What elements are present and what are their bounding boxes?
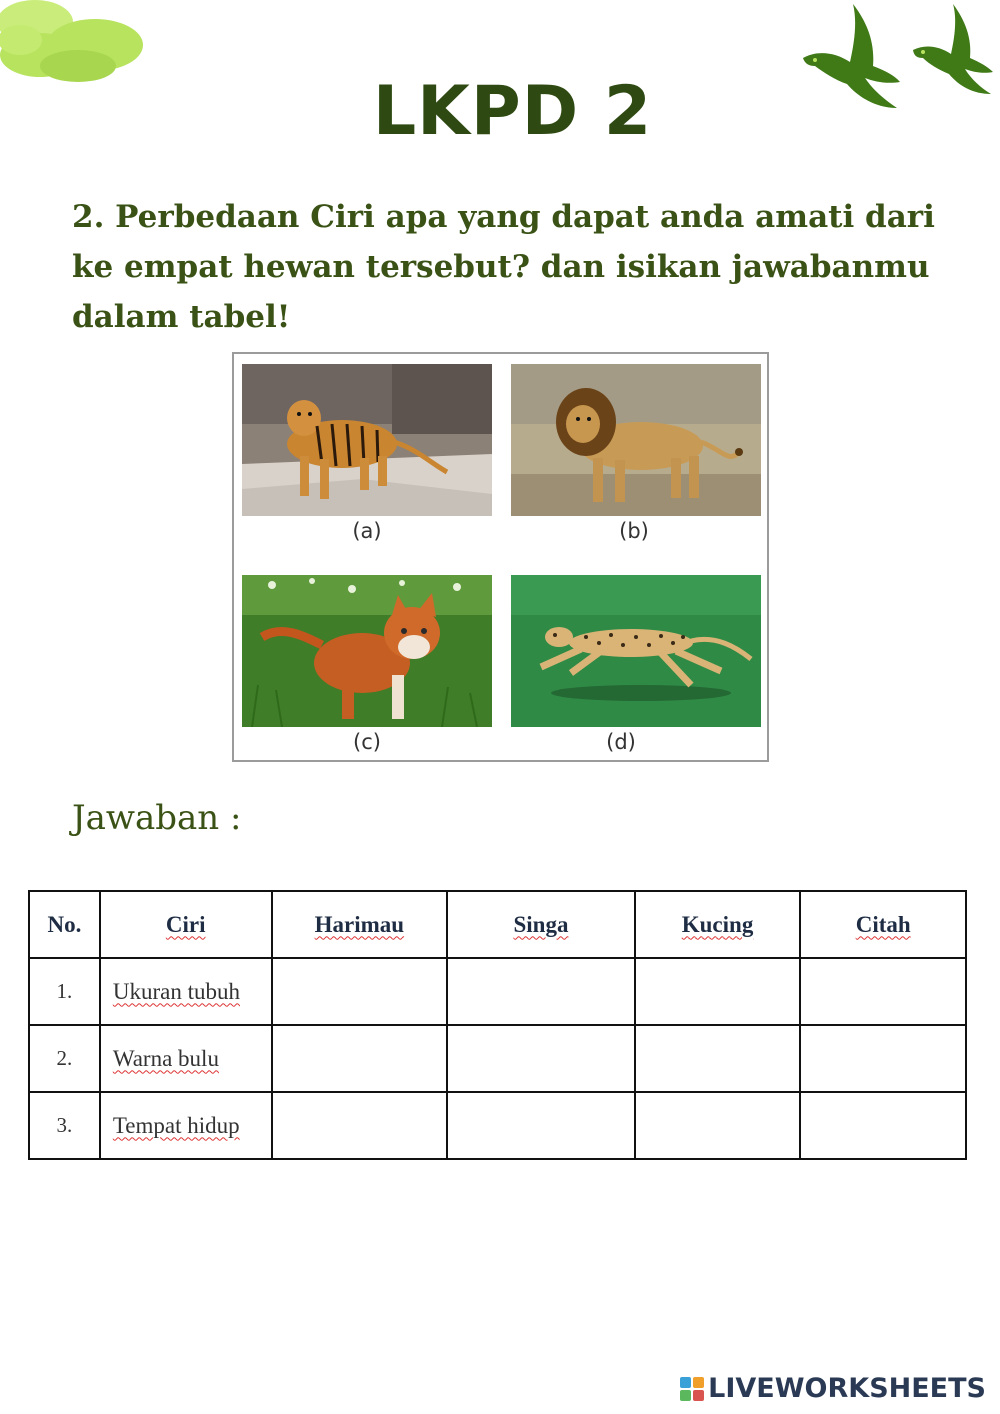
answer-cell-citah[interactable] [800,1025,966,1092]
answer-cell-singa[interactable] [447,958,635,1025]
row-number: 1. [29,958,100,1025]
header-ciri: Ciri [100,891,272,958]
header-harimau: Harimau [272,891,448,958]
lion-photo [511,364,761,516]
liveworksheets-logo[interactable] [680,1373,986,1404]
header-singa: Singa [447,891,635,958]
row-number: 3. [29,1092,100,1159]
table-row [29,1092,966,1159]
photo-caption: (c) [353,730,381,754]
answer-cell-singa[interactable] [447,1025,635,1092]
answer-cell-kucing[interactable] [635,958,801,1025]
answer-cell-kucing[interactable] [635,1092,801,1159]
animal-figure [232,352,769,762]
cheetah-photo [511,575,761,727]
row-ciri: Tempat hidup [100,1092,272,1159]
header-no: No. [29,891,100,958]
answer-table [28,890,967,1160]
answer-cell-harimau[interactable] [272,1025,448,1092]
tiger-photo [242,364,492,516]
question-text: 2. Perbedaan Ciri apa yang dapat anda amati dari ke empat hewan tersebut? dan isikan jawabanmu dalam tabel! [72,199,935,335]
answer-cell-harimau[interactable] [272,958,448,1025]
logo-icon [680,1377,704,1401]
table-row [29,958,966,1025]
page-title: LKPD 2 [372,72,653,151]
row-ciri: Ukuran tubuh [100,958,272,1025]
answer-cell-singa[interactable] [447,1092,635,1159]
answer-label: Jawaban : [72,798,242,838]
kitten-photo [242,575,492,727]
answer-cell-citah[interactable] [800,958,966,1025]
table-row [29,1025,966,1092]
photo-caption: (d) [606,730,636,754]
answer-cell-citah[interactable] [800,1092,966,1159]
table-header-row [29,891,966,958]
row-number: 2. [29,1025,100,1092]
photo-caption: (b) [619,519,649,543]
answer-cell-harimau[interactable] [272,1092,448,1159]
header-citah: Citah [800,891,966,958]
footer-brand: LIVEWORKSHEETS [708,1373,986,1404]
answer-cell-kucing[interactable] [635,1025,801,1092]
header-kucing: Kucing [635,891,801,958]
photo-caption: (a) [352,519,382,543]
row-ciri: Warna bulu [100,1025,272,1092]
